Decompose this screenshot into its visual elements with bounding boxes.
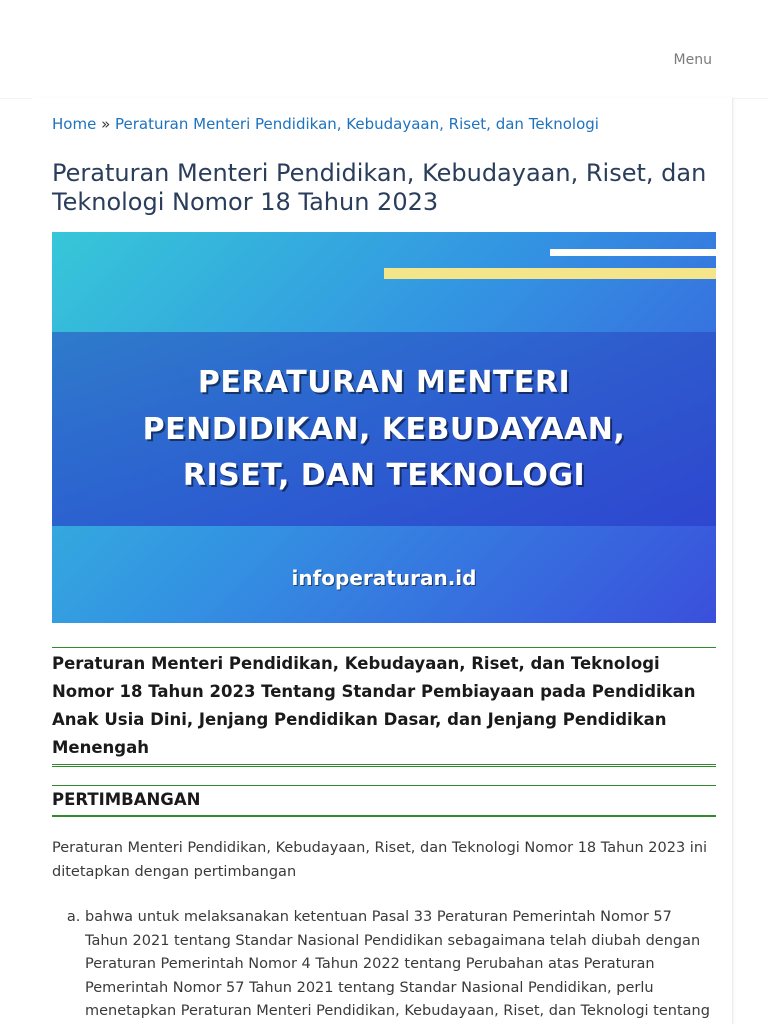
hero-title-line-2: PENDIDIKAN, KEBUDAYAAN, — [142, 412, 626, 447]
featured-image — [52, 232, 716, 623]
hero-title-line-1: PERATURAN MENTERI — [197, 365, 571, 400]
article-content — [52, 98, 716, 1024]
menu-button[interactable]: Menu — [673, 52, 712, 68]
hero-site-name: infoperaturan.id — [291, 566, 477, 590]
hero-yellow-stripe — [384, 268, 716, 279]
consideration-item: a. bahwa untuk melaksanakan ketentuan Pasal 33 Peraturan Pemerintah Nomor 57 Tahun 2021 tentang Standar Nasional Pendidikan sebagaimana telah diubah dengan Peraturan Pemerintah Nomor 4 Tahun 2022 tentang Perubahan atas Peraturan Pemerintah Nomor 57 Tahun 2021 tentang Standar Nasional Pendidikan, perlu menetapkan Peraturan Menteri Pendidikan, Kebudayaan, Riset, dan Teknologi tentang — [85, 906, 716, 1024]
breadcrumb-home-link[interactable]: Home — [52, 115, 97, 133]
page-title: Peraturan Menteri Pendidikan, Kebudayaan, Riset, dan Teknologi Nomor 18 Tahun 2023 — [52, 159, 707, 216]
intro-paragraph: Peraturan Menteri Pendidikan, Kebudayaan, Riset, dan Teknologi Nomor 18 Tahun 2023 ini ditetapkan dengan pertimbangan — [52, 840, 708, 880]
section-heading-pertimbangan: PERTIMBANGAN — [52, 785, 716, 817]
hero-title-line-3: RISET, DAN TEKNOLOGI — [182, 458, 586, 493]
considerations-list — [52, 906, 716, 1024]
hero-white-stripe — [550, 249, 716, 256]
breadcrumb-current-link[interactable]: Peraturan Menteri Pendidikan, Kebudayaan, Riset, dan Teknologi — [115, 115, 599, 133]
document-heading: Peraturan Menteri Pendidikan, Kebudayaan, Riset, dan Teknologi Nomor 18 Tahun 2023 Tentang Standar Pembiayaan pada Pendidikan Anak Usia Dini, Jenjang Pendidikan Dasar, dan Jenjang Pendidikan Menengah — [52, 647, 716, 767]
breadcrumb-separator: » — [96, 115, 116, 133]
breadcrumb — [52, 113, 716, 135]
article-container — [32, 98, 733, 1024]
site-header — [0, 0, 768, 99]
